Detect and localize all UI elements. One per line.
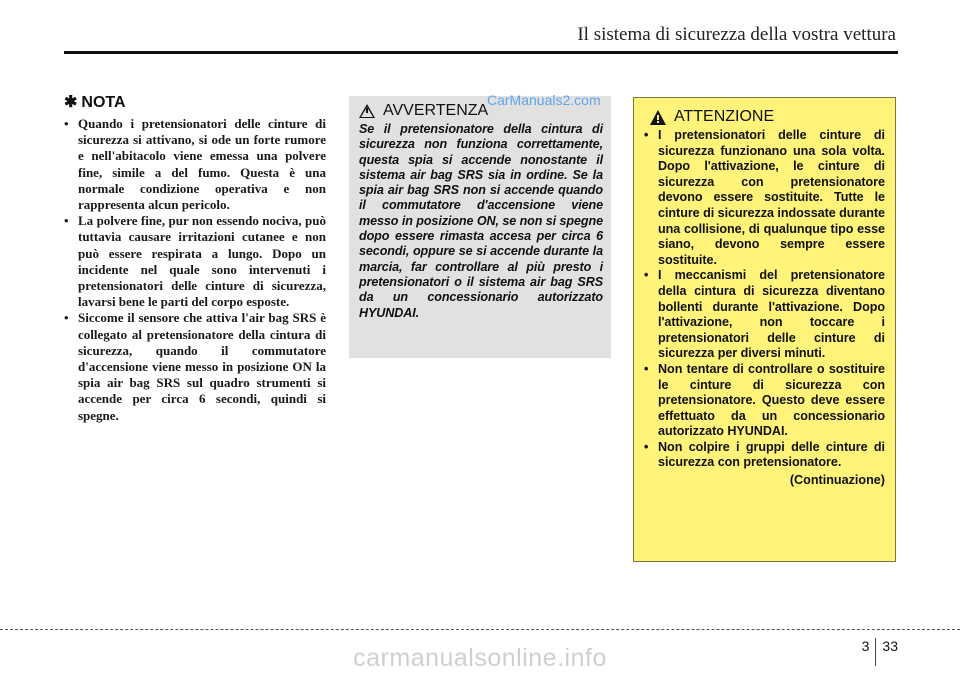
note-item-1: • Quando i pretensionatori delle cinture di sicurezza si attivano, si ode un forte rumore e nell'abitacolo viene emessa una polvere fine, simile a del fumo. Questa è una normale condizione operativa e non rappresenta alcun pericolo. [64, 116, 326, 213]
caution-box [633, 97, 896, 562]
caution-heading [644, 108, 885, 126]
note-heading [64, 92, 326, 112]
continued-label: (Continuazione) [789, 473, 885, 488]
caution-title: ATTENZIONE [674, 108, 775, 125]
note-section [64, 92, 326, 424]
caution-triangle-icon [650, 110, 666, 125]
footer-rule [0, 629, 960, 630]
page-number-value: 33 [882, 638, 898, 654]
page-header-title: Il sistema di sicurezza della vostra vettura [577, 24, 896, 45]
warning-body: Se il pretensionatore della cintura di sicurezza non funziona correttamente, questa spia si accende nonostante il sistema air bag SRS sia in ordine. Se la spia air bag SRS non si accende quando il commutatore d'accensione viene messo in posizione ON, se non si spegne dopo essere rimasta accesa per circa 6 secondi, oppure se si accende durante la marcia, far controllare al più presto i pretensionatori o il sistema air bag SRS da un concessionario autorizzato HYUNDAI. [359, 122, 603, 320]
footer-watermark: carmanualsonline.info [353, 644, 607, 672]
watermark-text: CarManuals2.com [487, 92, 601, 108]
warning-box [349, 96, 611, 358]
note-list [64, 116, 326, 424]
caution-item-2: • I meccanismi del pretensionatore della cintura di sicurezza diventano bollenti durante l'attivazione. Dopo l'attivazione, non toccare i pretensionatori delle cinture di sicurezza per diversi minuti. [644, 268, 885, 362]
chapter-number: 3 [861, 638, 870, 654]
caution-list [644, 128, 885, 471]
star-icon: ✱ [64, 94, 78, 111]
caution-item-4: • Non colpire i gruppi delle cinture di sicurezza con pretensionatore. [644, 440, 885, 471]
warning-triangle-icon [359, 104, 375, 118]
header-rule [64, 51, 898, 54]
warning-title: AVVERTENZA [383, 102, 489, 119]
caution-item-3: • Non tentare di controllare o sostituire le cinture di sicurezza con pretensionatore. Questo deve essere effettuato da un concessionario autorizzato HYUNDAI. [644, 362, 885, 440]
note-item-3: • Siccome il sensore che attiva l'air bag SRS è collegato al pretensionatore della cintura di sicurezza, quando il commutatore d'accensione viene messo in posizione ON la spia air bag SRS sul quadro strumenti si accende per circa 6 secondi, quindi si spegne. [64, 310, 326, 423]
note-title: NOTA [81, 94, 126, 111]
caution-item-1: • I pretensionatori delle cinture di sicurezza funzionano una sola volta. Dopo l'attivazione, le cinture di sicurezza con pretensionatore devono essere sostituite. Tutte le cinture di sicurezza indossate durante una collisione, di qualunque tipo esse siano, devono sempre essere sostituite. [644, 128, 885, 268]
note-item-2: • La polvere fine, pur non essendo nociva, può tuttavia causare irritazioni cutanee e non può essere respirata a lungo. Dopo un incidente nel quale sono intervenuti i pretensionatori delle cinture di sicurezza, lavarsi bene le parti del corpo esposte. [64, 213, 326, 310]
